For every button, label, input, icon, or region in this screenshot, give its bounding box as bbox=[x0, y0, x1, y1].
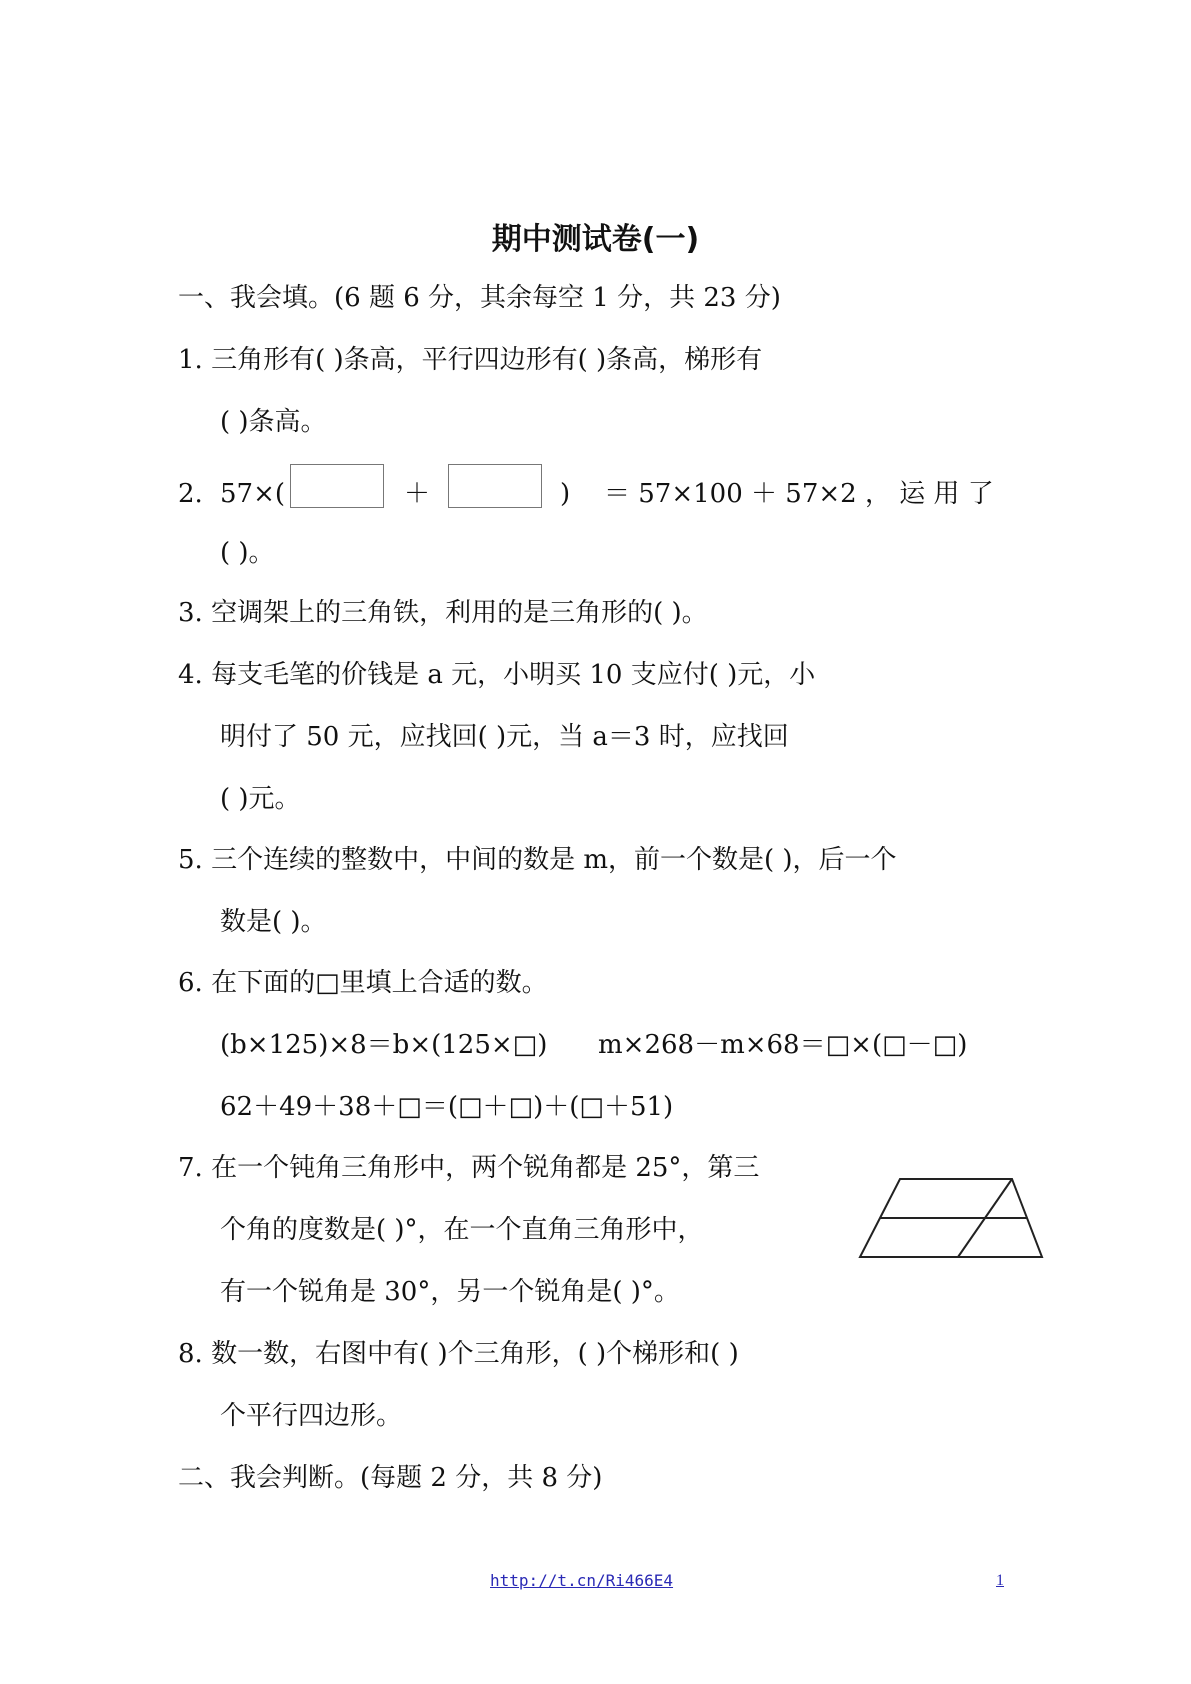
q2-answer-box-1[interactable] bbox=[290, 464, 384, 508]
q1-line2: ( )条高。 bbox=[220, 407, 327, 437]
q6-line1: 6. 在下面的□里填上合适的数。 bbox=[178, 968, 548, 998]
q6-equation-1: (b×125)×8＝b×(125×□) bbox=[220, 1030, 548, 1060]
q8-line2: 个平行四边形。 bbox=[220, 1401, 403, 1431]
page-title: 期中测试卷(一) bbox=[491, 222, 700, 257]
q1-line1: 1. 三角形有( )条高，平行四边形有( )条高，梯形有 bbox=[178, 345, 763, 375]
q2-rest: ＝ 57×100 ＋ 57×2 ， 运 用 了 bbox=[604, 479, 994, 509]
footer-link[interactable]: http://t.cn/Ri466E4 bbox=[490, 1571, 674, 1590]
q7-line3: 有一个锐角是 30°，另一个锐角是( )°。 bbox=[220, 1277, 680, 1307]
q6-equation-3: 62＋49＋38＋□＝(□＋□)＋(□＋51) bbox=[220, 1092, 674, 1122]
q4-line3: ( )元。 bbox=[220, 784, 301, 814]
q2-answer-box-2[interactable] bbox=[448, 464, 542, 508]
q7-line2: 个角的度数是( )°，在一个直角三角形中， bbox=[220, 1215, 704, 1245]
q8-line1: 8. 数一数，右图中有( )个三角形，( )个梯形和( ) bbox=[178, 1339, 739, 1369]
trapezoid-figure bbox=[858, 1176, 1044, 1262]
q2-close-paren: ) bbox=[560, 479, 571, 509]
q2-number: 2. bbox=[178, 479, 203, 509]
section1-heading: 一、我会填。(6 题 6 分，其余每空 1 分，共 23 分) bbox=[178, 283, 781, 313]
page-number: 1 bbox=[996, 1572, 1004, 1589]
q5-line2: 数是( )。 bbox=[220, 907, 327, 937]
section2-heading: 二、我会判断。(每题 2 分，共 8 分) bbox=[178, 1463, 603, 1493]
q5-line1: 5. 三个连续的整数中，中间的数是 m，前一个数是( )，后一个 bbox=[178, 845, 897, 875]
q4-line2: 明付了 50 元，应找回( )元，当 a＝3 时，应找回 bbox=[220, 722, 789, 752]
q6-equation-2: m×268－m×68＝□×(□－□) bbox=[598, 1030, 968, 1060]
q2-plus: ＋ bbox=[404, 479, 431, 509]
q7-line1: 7. 在一个钝角三角形中，两个锐角都是 25°，第三 bbox=[178, 1153, 760, 1183]
q2-prefix: 57×( bbox=[220, 479, 286, 509]
q3-line1: 3. 空调架上的三角铁，利用的是三角形的( )。 bbox=[178, 598, 708, 628]
q4-line1: 4. 每支毛笔的价钱是 a 元，小明买 10 支应付( )元，小 bbox=[178, 660, 816, 690]
q2-line2: ( )。 bbox=[220, 538, 275, 568]
